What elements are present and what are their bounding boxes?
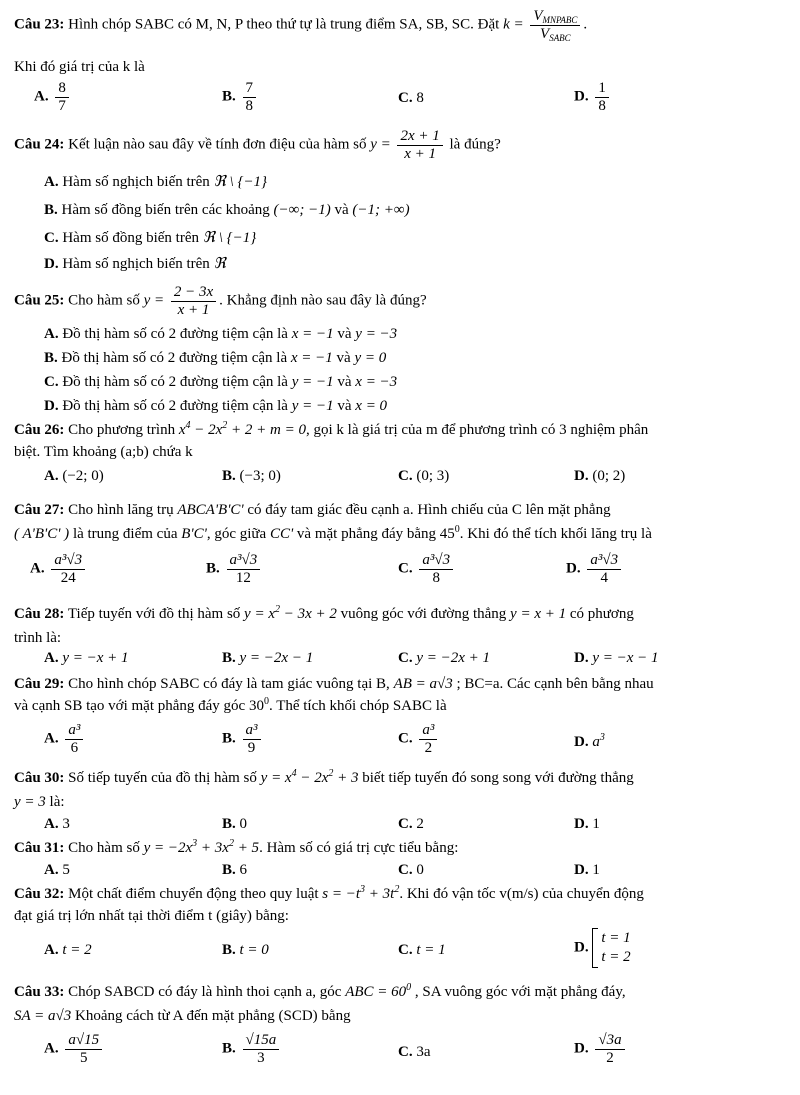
- exponent: 3: [192, 838, 198, 849]
- question-23-option-b[interactable]: [222, 80, 259, 114]
- question-30: [14, 768, 786, 788]
- equation-part: − 2x: [190, 422, 223, 438]
- option-math-1: x = −1: [291, 326, 334, 342]
- question-32-option-b[interactable]: [222, 940, 269, 960]
- option-label: D.: [574, 88, 589, 105]
- question-27-text-5: và mặt phẳng đáy bằng 45: [296, 526, 455, 542]
- question-24-tail: là đúng?: [449, 136, 501, 153]
- question-24-numerator: 2x + 1: [397, 128, 442, 146]
- question-23-option-d[interactable]: [574, 80, 612, 114]
- option-label: D.: [574, 650, 589, 666]
- question-29-text: Cho hình chóp SABC có đáy là tam giác vuông tại B,: [68, 676, 390, 692]
- question-27-text-2: có đáy tam giác đều cạnh a. Hình chiếu của C lên mặt phẳng: [247, 502, 611, 518]
- question-33-option-b[interactable]: [222, 1032, 282, 1066]
- option-numerator: 8: [55, 80, 69, 98]
- option-value: 2: [416, 816, 424, 832]
- option-text: Đồ thị hàm số có 2 đường tiệm cận là: [62, 326, 288, 342]
- question-30-option-d[interactable]: [574, 814, 600, 834]
- option-label: D.: [44, 256, 59, 272]
- question-26-option-c[interactable]: [398, 466, 449, 486]
- option-label: C.: [398, 650, 413, 666]
- option-label: B.: [222, 88, 236, 105]
- option-text: Hàm số nghịch biến trên: [62, 256, 210, 272]
- question-27-option-b[interactable]: [206, 552, 263, 586]
- option-and: và: [337, 398, 352, 414]
- option-numerator: 1: [595, 80, 609, 98]
- question-29-ab: AB = a√3: [393, 676, 453, 692]
- question-30-line2-text: là:: [49, 794, 65, 810]
- option-math-2: x = −3: [355, 374, 398, 390]
- question-28-option-d[interactable]: [574, 648, 659, 668]
- option-label: A.: [44, 174, 59, 190]
- question-30-number: Câu 30:: [14, 770, 65, 786]
- question-30-text: Số tiếp tuyến của đồ thị hàm số: [68, 770, 257, 786]
- question-26: [14, 420, 786, 440]
- question-24-option-b[interactable]: [44, 200, 410, 220]
- question-33-option-d[interactable]: [574, 1032, 628, 1066]
- option-label: A.: [44, 816, 59, 832]
- option-label: C.: [398, 816, 413, 832]
- option-value: (0; 2): [592, 468, 626, 484]
- question-28-line: y = x + 1: [510, 606, 567, 622]
- option-denominator: 8: [432, 569, 440, 586]
- question-23-number: Câu 23:: [14, 16, 65, 33]
- question-28-number: Câu 28:: [14, 606, 65, 622]
- question-25: [14, 284, 786, 318]
- option-value: t = 0: [239, 942, 269, 958]
- question-28: [14, 604, 786, 624]
- option-value: 1: [592, 816, 600, 832]
- function-part: + 3x: [197, 840, 229, 856]
- option-label: C.: [398, 862, 413, 878]
- question-24-y: y =: [370, 136, 391, 153]
- option-label: C.: [398, 468, 413, 484]
- question-31-option-c[interactable]: [398, 860, 424, 880]
- option-label: C.: [44, 374, 59, 390]
- question-27-text-4: , góc giữa: [206, 526, 267, 542]
- option-text: Đồ thị hàm số có 2 đường tiệm cận là: [62, 374, 288, 390]
- option-math-2: (−1; +∞): [352, 202, 410, 218]
- function-part: s = −t: [322, 886, 361, 902]
- question-29-number: Câu 29:: [14, 676, 65, 692]
- option-math-1: y = −1: [291, 374, 334, 390]
- question-23-option-a[interactable]: [34, 80, 72, 114]
- option-system-bracket: [592, 928, 630, 968]
- question-24-option-d[interactable]: [44, 254, 226, 274]
- degree: 0: [454, 524, 460, 535]
- question-23-text: Hình chóp SABC có M, N, P theo thứ tự là trung điểm SA, SB, SC. Đặt: [68, 16, 500, 33]
- option-denominator: 2: [606, 1049, 614, 1066]
- question-27-option-a[interactable]: [30, 552, 88, 586]
- option-denominator: 9: [247, 739, 256, 756]
- question-32-option-a[interactable]: [44, 940, 92, 960]
- option-label: B.: [222, 730, 236, 747]
- option-denominator: 5: [79, 1049, 88, 1066]
- question-25-option-a[interactable]: [44, 324, 397, 344]
- question-26-text-2: , gọi k là giá trị của m để phương trình có 3 nghiệm phân: [305, 422, 649, 438]
- option-value: y = −2x + 1: [416, 650, 491, 666]
- question-23: Câu 23: Hình chóp SABC có M, N, P theo thứ tự là trung điểm SA, SB, SC. Đặt k = $\frac{V_{MNPABC}}{V_{SABC}}$ .: [14, 8, 588, 43]
- question-33-line2-text: Khoảng cách từ A đến mặt phẳng (SCD) bằng: [75, 1008, 351, 1024]
- option-value: 5: [62, 862, 70, 878]
- option-and: và: [336, 350, 351, 366]
- option-value: 6: [239, 862, 248, 878]
- question-33: [14, 982, 786, 1002]
- option-math: ℜ: [213, 256, 226, 272]
- option-text: Hàm số nghịch biến trên: [62, 174, 210, 190]
- question-30-option-b[interactable]: [222, 814, 247, 834]
- equation-part: x: [178, 422, 186, 438]
- option-text: Hàm số đồng biến trên các khoảng: [61, 202, 270, 218]
- question-25-denominator: x + 1: [177, 301, 210, 318]
- question-33-angle: ABC = 60: [345, 984, 407, 1000]
- function-part: − 3x + 2: [279, 606, 337, 622]
- question-25-text: Cho hàm số: [68, 292, 140, 309]
- option-label: C.: [398, 942, 413, 958]
- exponent: 3: [360, 884, 366, 895]
- question-33-sa: SA = a√3: [14, 1008, 72, 1024]
- option-value: (0; 3): [416, 468, 450, 484]
- question-27-plane: ( A'B'C' ): [14, 526, 70, 542]
- question-31-text: Cho hàm số: [68, 840, 140, 856]
- option-label: A.: [44, 942, 59, 958]
- option-value: 0: [239, 816, 248, 832]
- question-32-number: Câu 32:: [14, 886, 65, 902]
- exponent: 4: [185, 420, 191, 431]
- question-32-option-d[interactable]: [574, 928, 631, 968]
- system-row: t = 1: [601, 930, 631, 946]
- question-25-tail: . Khẳng định nào sau đây là đúng?: [219, 292, 427, 309]
- option-denominator: 6: [70, 739, 79, 756]
- question-28-option-c[interactable]: [398, 648, 490, 668]
- question-28-text: Tiếp tuyến với đồ thị hàm số: [67, 606, 241, 622]
- option-label: A.: [44, 650, 59, 666]
- question-28-option-a[interactable]: [44, 648, 129, 668]
- question-32-text-2: . Khi đó vận tốc v(m/s) của chuyển động: [399, 886, 644, 902]
- option-denominator: 8: [245, 97, 254, 114]
- question-27-cc: CC': [269, 526, 294, 542]
- exponent: 4: [291, 768, 297, 779]
- question-28-option-b[interactable]: [222, 648, 313, 668]
- option-numerator: a³: [419, 722, 437, 740]
- option-label: B.: [44, 202, 58, 218]
- question-30-option-c[interactable]: [398, 814, 424, 834]
- option-math-2: y = 0: [354, 350, 387, 366]
- option-label: A.: [44, 730, 59, 747]
- option-label: D.: [574, 862, 589, 878]
- question-25-numerator: 2 − 3x: [171, 284, 216, 302]
- question-31-option-b[interactable]: [222, 860, 247, 880]
- option-math-1: x = −1: [290, 350, 333, 366]
- question-23-k-label: k =: [503, 16, 524, 33]
- option-value: 8: [416, 90, 424, 106]
- option-denominator: 8: [598, 97, 606, 114]
- option-numerator: a³√3: [587, 552, 621, 570]
- option-numerator: a√15: [65, 1032, 102, 1050]
- option-math-2: y = −3: [355, 326, 398, 342]
- question-30-option-a[interactable]: [44, 814, 70, 834]
- question-24-number: Câu 24:: [14, 136, 65, 153]
- question-26-line2: biệt. Tìm khoảng (a;b) chứa k: [14, 444, 193, 460]
- option-label: D.: [574, 816, 589, 832]
- option-math-2: x = 0: [355, 398, 388, 414]
- function-part: − 2x: [296, 770, 329, 786]
- question-27-option-c[interactable]: [398, 552, 456, 586]
- option-denominator: 24: [60, 569, 76, 586]
- option-label: A.: [44, 468, 59, 484]
- option-label: A.: [44, 862, 59, 878]
- question-28-text-2: vuông góc với đường thẳng: [340, 606, 507, 622]
- question-30-text-2: biết tiếp tuyến đó song song với đường thẳng: [362, 770, 634, 786]
- option-label: B.: [222, 1040, 236, 1057]
- option-label: C.: [398, 1044, 413, 1060]
- option-value: 1: [592, 862, 600, 878]
- question-29-option-d[interactable]: [574, 732, 605, 752]
- option-label: D.: [566, 560, 581, 577]
- option-math: ℜ \ {−1}: [202, 230, 257, 246]
- option-label: C.: [398, 560, 413, 577]
- option-numerator: a³: [243, 722, 261, 740]
- option-and: và: [334, 202, 349, 218]
- question-33-option-a[interactable]: [44, 1032, 105, 1066]
- function-part: + 3t: [365, 886, 395, 902]
- option-value: y = −x + 1: [62, 650, 129, 666]
- question-32: [14, 884, 786, 904]
- option-label: D.: [574, 468, 589, 484]
- function-part: + 5: [233, 840, 260, 856]
- question-24-text: Kết luận nào sau đây về tính đơn điệu của hàm số: [68, 136, 367, 153]
- question-26-text: Cho phương trình: [68, 422, 176, 438]
- question-33-text-2: , SA vuông góc với mặt phẳng đáy,: [414, 984, 626, 1000]
- option-label: C.: [44, 230, 59, 246]
- option-denominator: 3: [257, 1049, 265, 1066]
- option-value: t = 2: [62, 942, 92, 958]
- option-value: 3a: [416, 1044, 431, 1060]
- question-33-number: Câu 33:: [14, 984, 65, 1000]
- question-26-option-d[interactable]: [574, 466, 625, 486]
- option-text: Đồ thị hàm số có 2 đường tiệm cận là: [62, 398, 288, 414]
- question-23-line2: Khi đó giá trị của k là: [14, 59, 145, 75]
- question-23-option-c[interactable]: [398, 88, 424, 108]
- question-31-text-2: . Hàm số có giá trị cực tiểu bằng:: [259, 840, 459, 856]
- question-30-line: y = 3: [14, 794, 46, 810]
- option-value: (−2; 0): [62, 468, 104, 484]
- question-24: [14, 128, 786, 162]
- question-33-option-c[interactable]: [398, 1042, 431, 1062]
- option-numerator: a³√3: [419, 552, 453, 570]
- exponent: 3: [599, 732, 605, 743]
- function-part: y = x: [260, 770, 292, 786]
- option-math-1: (−∞; −1): [273, 202, 331, 218]
- option-base: a: [592, 734, 600, 750]
- question-27-option-d[interactable]: [566, 552, 624, 586]
- question-32-line2: đạt giá trị lớn nhất tại thời điểm t (giây) bằng:: [14, 908, 289, 924]
- k-denominator-sub: SABC: [549, 32, 571, 43]
- question-31-option-a[interactable]: [44, 860, 70, 880]
- option-and: và: [337, 326, 352, 342]
- exponent: 2: [228, 838, 234, 849]
- question-32-option-c[interactable]: [398, 940, 446, 960]
- question-30-line2: [14, 792, 786, 812]
- question-25-option-b[interactable]: [44, 348, 386, 368]
- question-31: [14, 838, 786, 858]
- option-numerator: a³: [65, 722, 83, 740]
- option-label: C.: [398, 90, 413, 106]
- option-label: A.: [44, 326, 59, 342]
- option-label: B.: [222, 650, 236, 666]
- k-numerator-sub: MNPABC: [542, 15, 578, 25]
- k-denominator: V: [540, 25, 550, 42]
- question-26-option-a[interactable]: [44, 466, 104, 486]
- option-label: D.: [574, 734, 589, 750]
- option-denominator: 7: [58, 97, 66, 114]
- question-25-y: y =: [143, 292, 165, 309]
- question-26-option-b[interactable]: [222, 466, 281, 486]
- question-32-text: Một chất điểm chuyển động theo quy luật: [68, 886, 319, 902]
- option-label: A.: [30, 560, 45, 577]
- function-part: y = x: [244, 606, 275, 622]
- question-28-text-3: có phương: [569, 606, 634, 622]
- system-row: t = 2: [601, 949, 631, 965]
- question-29-option-c[interactable]: [398, 722, 440, 756]
- function-part: y = −2x: [143, 840, 193, 856]
- exponent: 2: [328, 768, 334, 779]
- equation-part: + 2 + m = 0: [227, 422, 306, 438]
- question-27-text-6: . Khi đó thể tích khối lăng trụ là: [459, 526, 652, 542]
- question-27: [14, 500, 786, 520]
- exponent: 2: [222, 420, 228, 431]
- question-29-option-a[interactable]: [44, 722, 86, 756]
- option-label: B.: [206, 560, 220, 577]
- question-24-option-a[interactable]: [44, 172, 267, 192]
- question-29-option-b[interactable]: [222, 722, 264, 756]
- option-math-1: y = −1: [291, 398, 334, 414]
- option-value: (−3; 0): [239, 468, 281, 484]
- question-33-text: Chóp SABCD có đáy là hình thoi cạnh a, góc: [68, 984, 342, 1000]
- degree: 0: [263, 696, 269, 707]
- question-23-k-fraction: [530, 8, 580, 42]
- option-and: và: [337, 374, 352, 390]
- option-value: 0: [416, 862, 424, 878]
- option-value: t = 1: [416, 942, 446, 958]
- question-33-line2: [14, 1006, 786, 1026]
- option-denominator: 12: [235, 569, 251, 586]
- question-24-option-c[interactable]: [44, 228, 256, 248]
- option-math: ℜ \ {−1}: [213, 174, 268, 190]
- option-label: D.: [44, 398, 59, 414]
- question-31-option-d[interactable]: [574, 860, 600, 880]
- exponent: 2: [394, 884, 400, 895]
- option-label: A.: [34, 88, 49, 105]
- question-29-line2: [14, 696, 786, 716]
- question-25-option-c[interactable]: [44, 372, 397, 392]
- k-numerator: V: [533, 8, 543, 24]
- option-text: Đồ thị hàm số có 2 đường tiệm cận là: [61, 350, 288, 366]
- question-29-text-2: ; BC=a. Các cạnh bên bằng nhau: [456, 676, 654, 692]
- option-numerator: 7: [243, 80, 257, 98]
- option-text: Hàm số đồng biến trên: [62, 230, 199, 246]
- option-numerator: √3a: [595, 1032, 624, 1050]
- option-label: B.: [222, 816, 236, 832]
- option-value: y = −x − 1: [592, 650, 659, 666]
- question-25-number: Câu 25:: [14, 292, 65, 309]
- question-27-prism: ABCA'B'C': [177, 502, 244, 518]
- question-25-option-d[interactable]: [44, 396, 387, 416]
- question-24-denominator: x + 1: [404, 145, 437, 162]
- question-27-text-3: là trung điểm của: [72, 526, 178, 542]
- option-numerator: √15a: [243, 1032, 280, 1050]
- option-numerator: a³√3: [227, 552, 261, 570]
- question-28-line2: trình là:: [14, 630, 62, 646]
- option-label: B.: [44, 350, 58, 366]
- degree: 0: [406, 982, 412, 993]
- question-29-line2-text: và cạnh SB tạo với mặt phẳng đáy góc 30: [14, 698, 264, 714]
- option-label: B.: [222, 942, 236, 958]
- question-29: [14, 674, 786, 694]
- option-label: D.: [574, 939, 589, 956]
- function-part: + 3: [333, 770, 359, 786]
- question-31-number: Câu 31:: [14, 840, 65, 856]
- option-value: 3: [62, 816, 70, 832]
- option-label: D.: [574, 1040, 589, 1057]
- question-27-bc: B'C': [181, 526, 207, 542]
- option-label: B.: [222, 862, 236, 878]
- option-numerator: a³√3: [51, 552, 85, 570]
- option-label: B.: [222, 468, 236, 484]
- option-label: C.: [398, 730, 413, 747]
- option-label: A.: [44, 1040, 59, 1057]
- question-29-line2-tail: . Thể tích khối chóp SABC là: [268, 698, 447, 714]
- question-27-text: Cho hình lăng trụ: [68, 502, 174, 518]
- exponent: 2: [274, 604, 280, 615]
- question-27-line2: [14, 524, 786, 544]
- option-value: y = −2x − 1: [239, 650, 314, 666]
- option-denominator: 2: [424, 739, 433, 756]
- question-26-number: Câu 26:: [14, 422, 65, 438]
- question-27-number: Câu 27:: [14, 502, 65, 518]
- option-denominator: 4: [600, 569, 608, 586]
